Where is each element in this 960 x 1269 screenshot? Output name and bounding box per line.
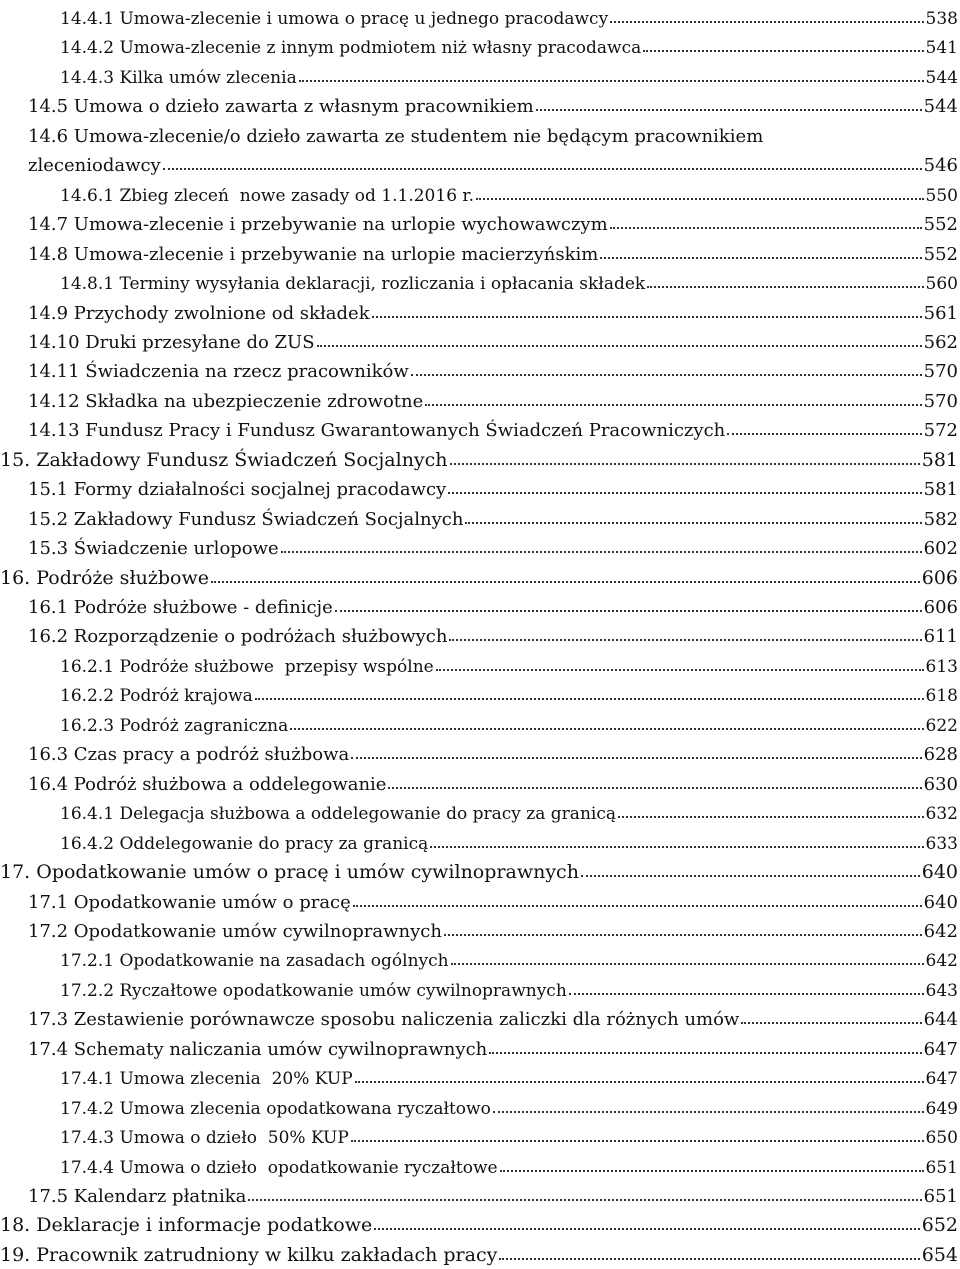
toc-entry-title: 16.2.3 Podróż zagraniczna bbox=[60, 715, 289, 736]
toc-entry-title: 16.4.1 Delegacja służbowa a oddelegowanie do pracy za granicą bbox=[60, 804, 616, 825]
toc-entry-page-number: 552 bbox=[923, 214, 958, 236]
toc-entry-title: 17.3 Zestawienie porównawcze sposobu naliczenia zaliczki dla różnych umów bbox=[28, 1009, 740, 1031]
toc-entry-page-number: 644 bbox=[923, 1009, 958, 1031]
toc-entry-page-number: 538 bbox=[925, 9, 958, 29]
toc-entry[interactable] bbox=[0, 558, 958, 588]
toc-entry-title: 17.4.1 Umowa zlecenia 20% KUP bbox=[60, 1069, 353, 1090]
dot-leader bbox=[436, 668, 924, 671]
dot-leader bbox=[430, 845, 923, 848]
toc-entry[interactable] bbox=[0, 852, 958, 882]
toc-entry-page-number: 550 bbox=[925, 185, 958, 206]
dot-leader bbox=[290, 727, 923, 730]
toc-entry-title: 18. Deklaracje i informacje podatkowe bbox=[0, 1214, 373, 1237]
toc-entry-page-number: 544 bbox=[923, 96, 958, 118]
toc-entry-page-number: 632 bbox=[925, 804, 958, 825]
dot-leader bbox=[465, 521, 921, 524]
toc-entry-title: 17.4.3 Umowa o dzieło 50% KUP bbox=[60, 1128, 349, 1149]
toc-entry-title: 16.2 Rozporządzenie o podróżach służbowych bbox=[28, 626, 448, 648]
toc-entry-title: 14.9 Przychody zwolnione od składek bbox=[28, 302, 370, 324]
toc-entry-title: 14.13 Fundusz Pracy i Fundusz Gwarantowanych Świadczeń Pracowniczych bbox=[28, 420, 726, 442]
toc-entry-title: 17.2 Opodatkowanie umów cywilnoprawnych bbox=[28, 920, 442, 942]
toc-entry-page-number: 628 bbox=[923, 744, 958, 766]
toc-entry[interactable] bbox=[28, 1029, 958, 1059]
toc-entry[interactable] bbox=[28, 1176, 958, 1206]
dot-leader bbox=[351, 1139, 924, 1142]
toc-entry[interactable] bbox=[60, 1147, 958, 1177]
toc-entry[interactable] bbox=[28, 764, 958, 794]
toc-entry[interactable] bbox=[28, 234, 958, 264]
toc-entry-title: 17. Opodatkowanie umów o pracę i umów cywilnoprawnych bbox=[0, 861, 579, 884]
dot-leader bbox=[647, 285, 923, 288]
toc-entry-page-number: 581 bbox=[921, 448, 958, 471]
dot-leader bbox=[299, 79, 924, 82]
toc-entry[interactable] bbox=[28, 469, 958, 499]
toc-entry[interactable] bbox=[28, 322, 958, 352]
toc-entry[interactable] bbox=[60, 1088, 958, 1118]
dot-leader bbox=[351, 756, 921, 759]
toc-entry[interactable] bbox=[60, 27, 958, 57]
dot-leader bbox=[372, 315, 922, 318]
toc-entry[interactable] bbox=[60, 823, 958, 853]
toc-entry-page-number: 611 bbox=[923, 626, 958, 648]
toc-entry-page-number: 570 bbox=[923, 361, 958, 383]
toc-entry-page-number: 622 bbox=[925, 715, 958, 736]
toc-entry-title: 14.12 Składka na ubezpieczenie zdrowotne bbox=[28, 390, 424, 412]
dot-leader bbox=[450, 462, 920, 465]
toc-entry[interactable] bbox=[60, 940, 958, 970]
toc-entry[interactable] bbox=[60, 1058, 958, 1088]
dot-leader bbox=[317, 344, 922, 347]
toc-entry[interactable] bbox=[28, 116, 958, 146]
dot-leader bbox=[248, 1198, 921, 1201]
toc-entry-title: 16. Podróże służbowe bbox=[0, 566, 209, 589]
toc-entry-title: 14.4.2 Umowa-zlecenie z innym podmiotem niż własny pracodawca bbox=[60, 38, 642, 59]
dot-leader bbox=[536, 108, 922, 111]
toc-entry-title: 14.6.1 Zbieg zleceń nowe zasady od 1.1.2016 r. bbox=[60, 185, 475, 206]
dot-leader bbox=[211, 580, 920, 583]
toc-entry-title: 16.1 Podróże służbowe - definicje bbox=[28, 597, 333, 618]
dot-leader bbox=[353, 904, 922, 907]
toc-entry-page-number: 572 bbox=[923, 420, 958, 442]
toc-entry[interactable] bbox=[0, 440, 958, 470]
toc-entry-page-number: 560 bbox=[925, 274, 958, 295]
toc-entry[interactable] bbox=[28, 999, 958, 1029]
toc-entry-page-number: 640 bbox=[921, 861, 958, 884]
toc-entry[interactable] bbox=[60, 675, 958, 705]
toc-entry-page-number: 581 bbox=[923, 479, 958, 501]
toc-entry[interactable] bbox=[28, 351, 958, 381]
toc-entry-title: 14.6 Umowa-zlecenie/o dzieło zawarta ze studentem nie będącym pracownikiem bbox=[28, 125, 764, 147]
toc-entry[interactable] bbox=[28, 587, 958, 617]
toc-entry[interactable] bbox=[60, 1117, 958, 1147]
toc-entry-title: 17.1 Opodatkowanie umów o pracę bbox=[28, 891, 351, 913]
toc-entry-page-number: 630 bbox=[923, 773, 958, 795]
toc-entry[interactable] bbox=[28, 204, 958, 234]
toc-entry-page-number: 633 bbox=[925, 833, 958, 854]
toc-entry-page-number: 642 bbox=[925, 951, 958, 972]
toc-entry-page-number: 613 bbox=[925, 656, 958, 677]
toc-entry[interactable] bbox=[60, 0, 958, 28]
toc-entry-title: 17.4.2 Umowa zlecenia opodatkowana ryczałtowo bbox=[60, 1098, 491, 1119]
dot-leader bbox=[448, 491, 921, 494]
dot-leader bbox=[581, 874, 920, 877]
toc-entry-page-number: 651 bbox=[923, 1186, 958, 1207]
toc-entry-title: 14.5 Umowa o dzieło zawarta z własnym pracownikiem bbox=[28, 96, 534, 118]
toc-entry-page-number: 642 bbox=[923, 920, 958, 942]
dot-leader bbox=[569, 992, 924, 995]
toc-entry-title: 16.4.2 Oddelegowanie do pracy za granicą bbox=[60, 833, 429, 854]
dot-leader bbox=[335, 609, 922, 612]
dot-leader bbox=[388, 786, 921, 789]
dot-leader bbox=[449, 638, 921, 641]
dot-leader bbox=[643, 49, 923, 52]
toc-entry-page-number: 647 bbox=[925, 1069, 958, 1090]
toc-entry[interactable] bbox=[60, 57, 958, 87]
toc-entry-title: 15.1 Formy działalności socjalnej pracodawcy bbox=[28, 479, 447, 501]
toc-entry-page-number: 649 bbox=[925, 1098, 958, 1119]
toc-entry[interactable] bbox=[28, 734, 958, 764]
dot-leader bbox=[600, 256, 921, 259]
toc-entry-page-number: 544 bbox=[925, 67, 958, 88]
toc-entry-page-number: 647 bbox=[923, 1038, 958, 1060]
toc-entry-page-number: 618 bbox=[925, 686, 958, 707]
toc-entry-title: 17.2.2 Ryczałtowe opodatkowanie umów cywilnoprawnych bbox=[60, 980, 567, 1001]
dot-leader bbox=[489, 1051, 921, 1054]
toc-entry[interactable] bbox=[0, 1205, 958, 1235]
toc-entry[interactable] bbox=[28, 410, 958, 440]
toc-entry[interactable] bbox=[60, 793, 958, 823]
dot-leader bbox=[355, 1080, 924, 1083]
toc-entry[interactable] bbox=[28, 911, 958, 941]
dot-leader bbox=[618, 815, 924, 818]
toc-entry-page-number: 651 bbox=[925, 1157, 958, 1178]
toc-entry-title: 14.8.1 Terminy wysyłania deklaracji, rozliczania i opłacania składek bbox=[60, 274, 646, 295]
dot-leader bbox=[610, 226, 922, 229]
dot-leader bbox=[476, 197, 923, 200]
toc-entry-title: 15.2 Zakładowy Fundusz Świadczeń Socjalnych bbox=[28, 508, 464, 530]
toc-entry-page-number: 652 bbox=[921, 1214, 958, 1237]
toc-entry-page-number: 546 bbox=[923, 155, 958, 177]
toc-entry-title: 16.2.2 Podróż krajowa bbox=[60, 686, 253, 707]
dot-leader bbox=[374, 1227, 920, 1230]
toc-entry[interactable] bbox=[28, 86, 958, 116]
toc-entry[interactable] bbox=[60, 646, 958, 676]
dot-leader bbox=[741, 1021, 921, 1024]
dot-leader bbox=[444, 933, 922, 936]
toc-entry-page-number: 654 bbox=[921, 1243, 958, 1266]
toc-entry-page-number: 582 bbox=[923, 508, 958, 530]
toc-entry-title: 14.7 Umowa-zlecenie i przebywanie na urlopie wychowawczym bbox=[28, 214, 608, 236]
dot-leader bbox=[425, 403, 921, 406]
toc-entry[interactable] bbox=[28, 528, 958, 558]
toc-entry-title: 14.8 Umowa-zlecenie i przebywanie na urlopie macierzyńskim bbox=[28, 243, 599, 265]
dot-leader bbox=[610, 20, 923, 23]
toc-entry-page-number: 541 bbox=[925, 38, 958, 59]
toc-entry-title: 16.4 Podróż służbowa a oddelegowanie bbox=[28, 773, 387, 795]
toc-entry[interactable] bbox=[60, 970, 958, 1000]
toc-entry-title: 19. Pracownik zatrudniony w kilku zakładach pracy bbox=[0, 1243, 498, 1266]
toc-entry[interactable] bbox=[60, 175, 958, 205]
toc-entry-title: 17.2.1 Opodatkowanie na zasadach ogólnych bbox=[60, 951, 449, 972]
dot-leader bbox=[411, 373, 922, 376]
toc-entry-page-number: 606 bbox=[923, 597, 958, 618]
dot-leader bbox=[163, 167, 922, 170]
toc-entry[interactable] bbox=[28, 293, 958, 323]
toc-entry[interactable] bbox=[28, 882, 958, 912]
toc-entry-title: 14.10 Druki przesyłane do ZUS bbox=[28, 331, 315, 353]
toc-entry-title: 14.4.1 Umowa-zlecenie i umowa o pracę u jednego pracodawcy bbox=[60, 9, 609, 29]
toc-entry[interactable] bbox=[60, 705, 958, 735]
toc-entry-page-number: 552 bbox=[923, 243, 958, 265]
toc-entry[interactable] bbox=[60, 263, 958, 293]
dot-leader bbox=[281, 550, 922, 553]
toc-entry-title: 14.4.3 Kilka umów zlecenia bbox=[60, 67, 297, 88]
dot-leader bbox=[255, 697, 924, 700]
toc-entry-title: 16.3 Czas pracy a podróż służbowa bbox=[28, 744, 350, 766]
toc-entry-title: 14.11 Świadczenia na rzecz pracowników bbox=[28, 361, 409, 383]
toc-entry-page-number: 602 bbox=[923, 538, 958, 560]
toc-entry[interactable] bbox=[28, 381, 958, 411]
dot-leader bbox=[451, 962, 924, 965]
dot-leader bbox=[727, 432, 921, 435]
dot-leader bbox=[499, 1257, 919, 1260]
toc-entry-page-number: 650 bbox=[925, 1128, 958, 1149]
toc-entry-title: 16.2.1 Podróże służbowe przepisy wspólne bbox=[60, 656, 434, 677]
dot-leader bbox=[500, 1169, 924, 1172]
toc-entry-title: 15.3 Świadczenie urlopowe bbox=[28, 538, 279, 560]
toc-entry[interactable] bbox=[28, 145, 958, 175]
toc-entry[interactable] bbox=[28, 616, 958, 646]
toc-entry-page-number: 606 bbox=[921, 566, 958, 589]
dot-leader bbox=[493, 1110, 924, 1113]
toc-entry-page-number: 561 bbox=[923, 302, 958, 324]
toc-entry-page-number: 562 bbox=[923, 331, 958, 353]
toc-entry-title: 15. Zakładowy Fundusz Świadczeń Socjalnych bbox=[0, 448, 448, 471]
toc-entry[interactable] bbox=[28, 499, 958, 529]
toc-entry[interactable] bbox=[0, 1235, 958, 1265]
toc-entry-title: 17.4 Schematy naliczania umów cywilnoprawnych bbox=[28, 1038, 488, 1060]
toc-entry-title: zleceniodawcy bbox=[28, 155, 161, 177]
toc-entry-title: 17.5 Kalendarz płatnika bbox=[28, 1186, 247, 1207]
toc-entry-page-number: 643 bbox=[925, 980, 958, 1001]
toc-entry-page-number: 570 bbox=[923, 390, 958, 412]
toc-entry-title: 17.4.4 Umowa o dzieło opodatkowanie ryczałtowe bbox=[60, 1157, 498, 1178]
toc-entry-page-number: 640 bbox=[923, 891, 958, 913]
